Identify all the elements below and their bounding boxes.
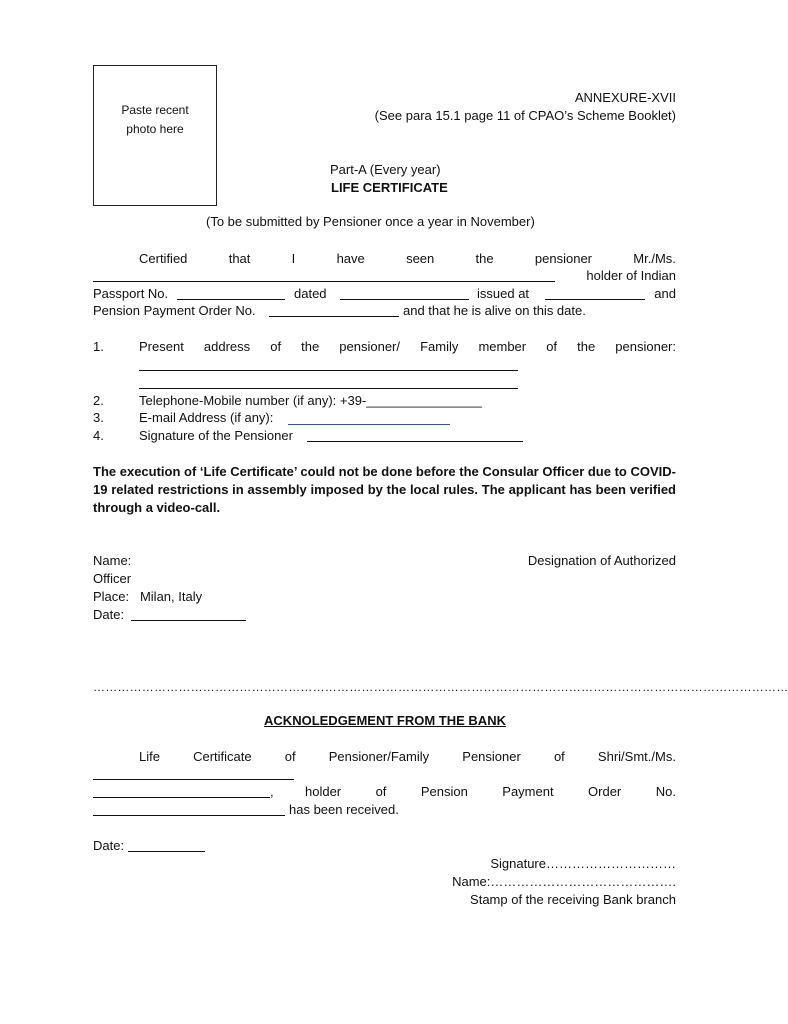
- telephone-label: Telephone-Mobile number (if any): +39-________________: [139, 393, 482, 408]
- cert-word: seen: [406, 251, 435, 266]
- bank-word: of: [284, 749, 296, 764]
- cert-word: I: [291, 251, 296, 266]
- pensioner-signature-field[interactable]: [307, 441, 523, 442]
- item-number-3: 3.: [93, 410, 104, 425]
- bank-word: of: [375, 784, 387, 799]
- bank-section-title: ACKNOLEDGEMENT FROM THE BANK: [264, 713, 506, 728]
- photo-box: [93, 65, 217, 206]
- bank-word: of: [553, 749, 565, 764]
- ppo-no-field[interactable]: [269, 316, 399, 317]
- officer-date-label: Date:: [93, 607, 125, 622]
- bank-comma: ,: [270, 784, 274, 799]
- bank-ppo-field[interactable]: [93, 815, 285, 816]
- bank-date-field[interactable]: [128, 851, 205, 852]
- cert-word: Certified: [139, 251, 188, 266]
- annexure-label: ANNEXURE-XVII: [574, 90, 676, 105]
- photo-instructions: [94, 101, 216, 139]
- bank-pensioner-name-field[interactable]: [93, 779, 294, 780]
- officer-name-label: Name:: [93, 553, 132, 568]
- passport-date-field[interactable]: [340, 299, 469, 300]
- issued-at-label: issued at: [477, 286, 530, 301]
- place-label: Place: Milan, Italy: [93, 589, 203, 604]
- bank-holder-field[interactable]: [93, 797, 270, 798]
- item-number-4: 4.: [93, 428, 104, 443]
- bank-word: Pension: [420, 784, 468, 799]
- holder-of-indian: holder of Indian: [586, 268, 676, 283]
- passport-no-label: Passport No.: [93, 286, 169, 301]
- document-title: LIFE CERTIFICATE: [331, 180, 448, 195]
- reference-note: (See para 15.1 page 11 of CPAO’s Scheme Booklet): [374, 108, 676, 123]
- and-label: and: [654, 286, 676, 301]
- bank-word: Pensioner/Family: [328, 749, 430, 764]
- bank-word: Certificate: [193, 749, 252, 764]
- address-field-line-1[interactable]: [139, 370, 518, 371]
- dated-label: dated: [294, 286, 327, 301]
- bank-word: Shri/Smt./Ms.: [597, 749, 676, 764]
- cert-word: Mr./Ms.: [633, 251, 676, 266]
- bank-name-line: Name:…………………………………….: [452, 874, 676, 889]
- pensioner-signature-label: Signature of the Pensioner: [139, 428, 293, 443]
- cert-word: the: [475, 251, 494, 266]
- officer-date-field[interactable]: [131, 620, 246, 621]
- alive-statement: and that he is alive on this date.: [403, 303, 586, 318]
- bank-line-1: [139, 749, 676, 765]
- item-number-2: 2.: [93, 393, 104, 408]
- photo-line-2: photo here: [126, 122, 184, 136]
- designation-label: Designation of Authorized: [527, 553, 676, 568]
- bank-word: Pensioner: [462, 749, 521, 764]
- part-label: Part-A (Every year): [330, 162, 441, 177]
- bank-word: No.: [655, 784, 676, 799]
- address-field-line-2[interactable]: [139, 388, 518, 389]
- item-1-label: Present address of the pensioner/ Family member of the pensioner:: [139, 339, 676, 354]
- certificate-line-1: [139, 251, 676, 267]
- bank-date-label: Date:: [93, 838, 125, 853]
- pensioner-name-field[interactable]: [93, 281, 555, 282]
- bank-stamp-label: Stamp of the receiving Bank branch: [470, 892, 676, 907]
- photo-line-1: Paste recent: [121, 103, 189, 117]
- section-separator: ………………………………………………………………………………………………………………………………………………………: [93, 680, 788, 694]
- cert-word: pensioner: [534, 251, 593, 266]
- bank-signature-line: Signature…………………………: [490, 856, 676, 871]
- issued-at-field[interactable]: [545, 299, 645, 300]
- email-label: E-mail Address (if any):: [139, 410, 274, 425]
- officer-label: Officer: [93, 571, 132, 586]
- passport-no-field[interactable]: [177, 299, 285, 300]
- email-field[interactable]: [288, 424, 450, 425]
- item-1-text: [139, 339, 676, 355]
- bank-word: holder: [305, 784, 342, 799]
- submission-instruction: (To be submitted by Pensioner once a year in November): [206, 214, 535, 229]
- ppo-no-label: Pension Payment Order No.: [93, 303, 256, 318]
- bank-word: Order: [588, 784, 622, 799]
- cert-word: have: [336, 251, 365, 266]
- cert-word: that: [228, 251, 251, 266]
- bank-line-2: [305, 784, 676, 800]
- bank-word: Payment: [502, 784, 554, 799]
- covid-note: The execution of ‘Life Certificate’ could not be done before the Consular Officer due to COVID-19 related restrictions in assembly imposed by the local rules. The applicant has been verified through a video-call.: [93, 464, 676, 515]
- received-statement: has been received.: [289, 802, 399, 817]
- bank-word: Life: [139, 749, 160, 764]
- item-number-1: 1.: [93, 339, 104, 354]
